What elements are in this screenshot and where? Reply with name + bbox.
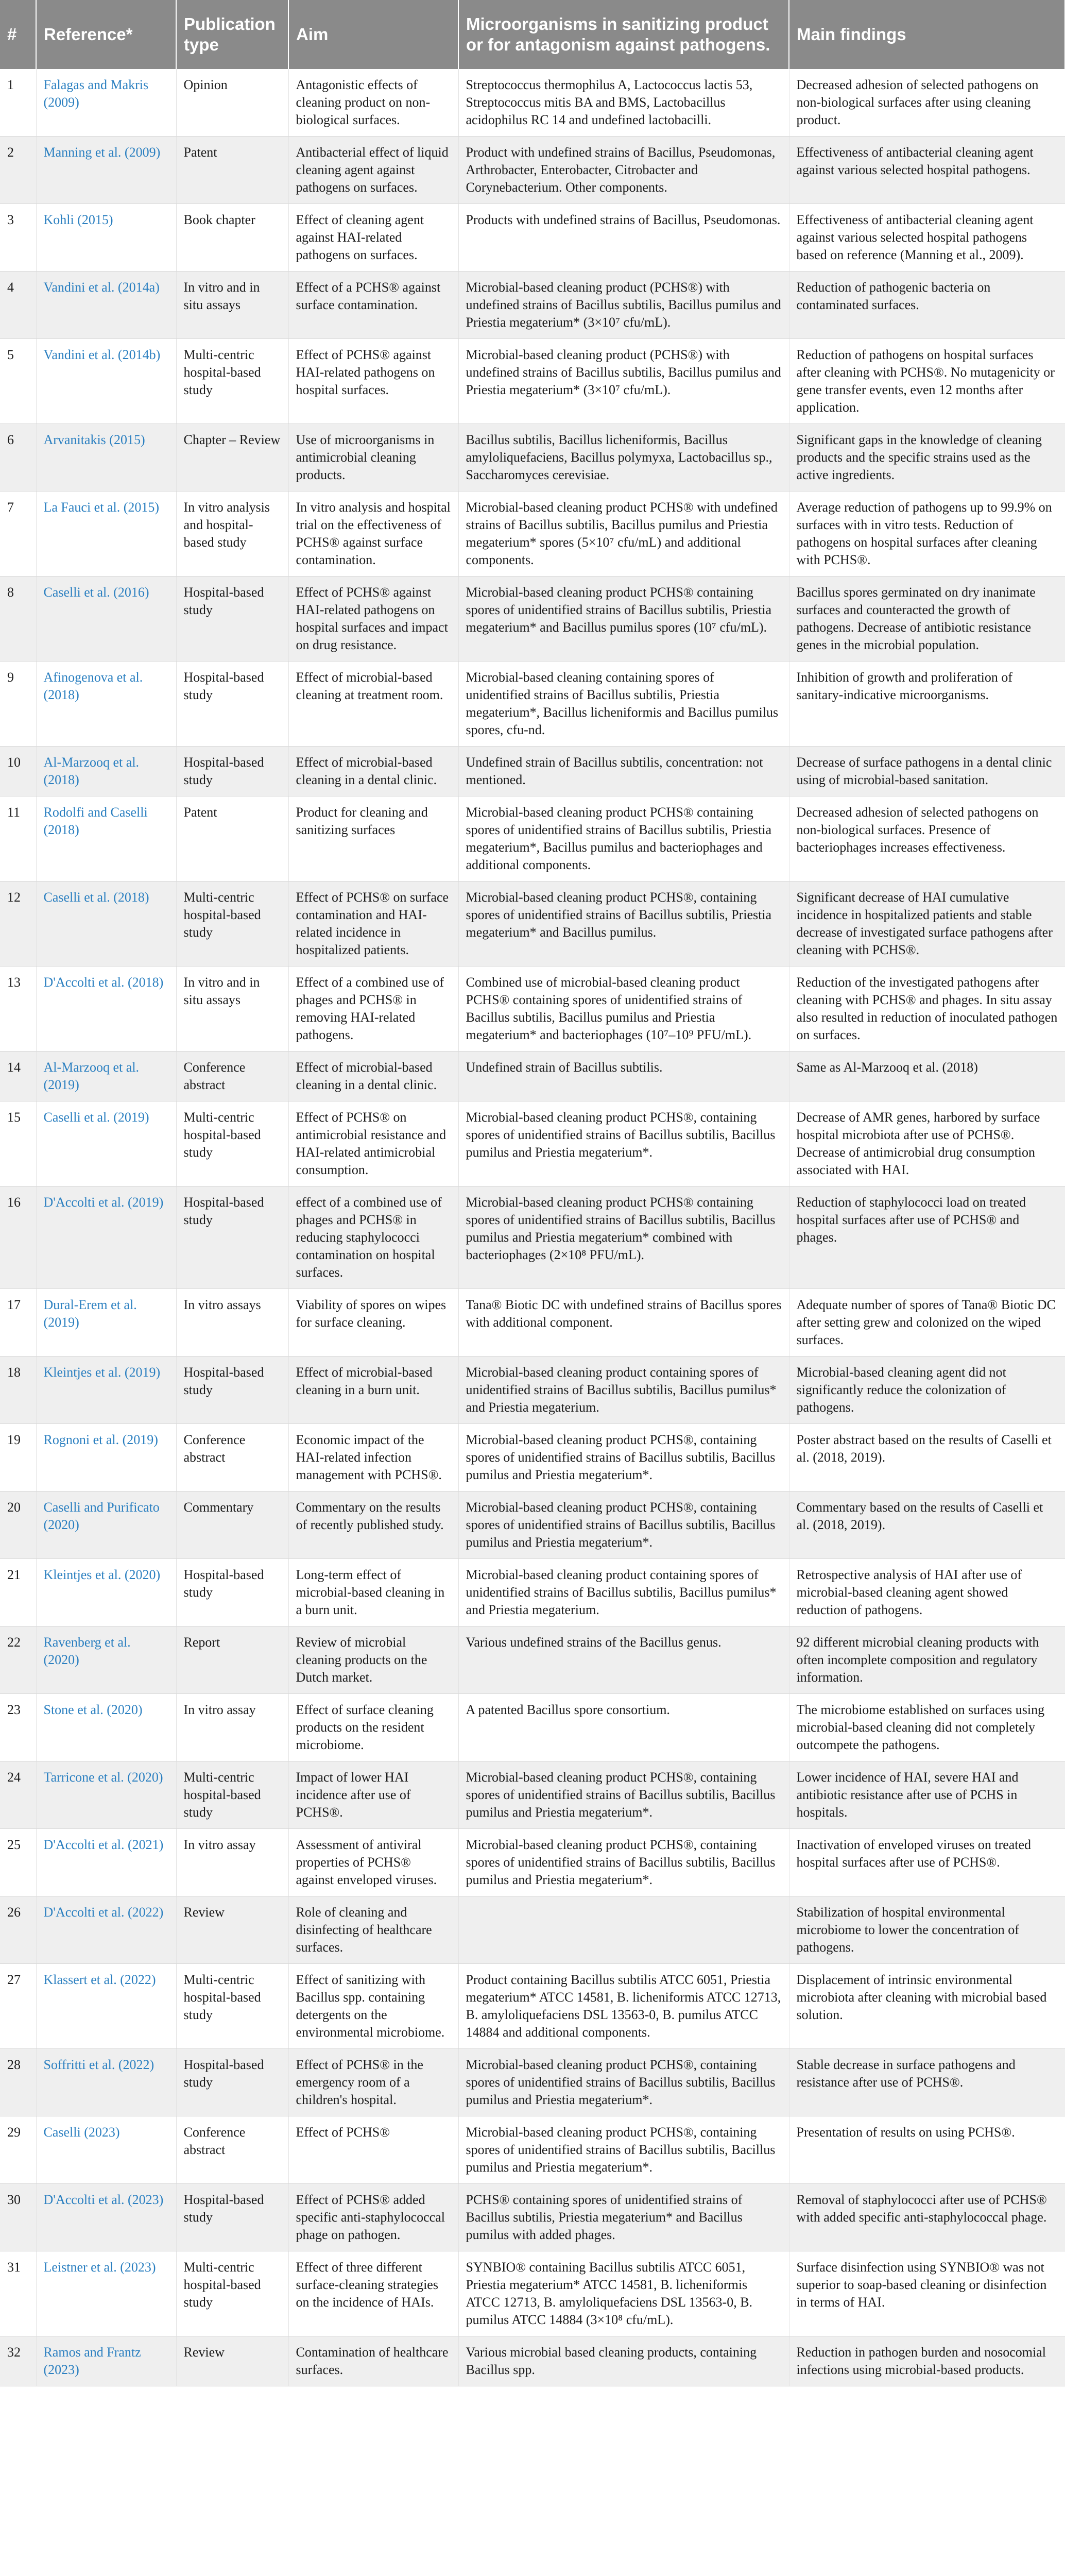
cell-reference[interactable]: Tarricone et al. (2020) xyxy=(36,1761,176,1829)
cell-publication-type: Hospital-based study xyxy=(176,577,288,662)
table-row xyxy=(0,2116,1065,2184)
cell-main-findings: The microbiome established on surfaces using microbial-based cleaning did not completely outcompete the pathogens. xyxy=(789,1694,1065,1761)
table-row xyxy=(0,1052,1065,1101)
cell-reference[interactable]: Caselli (2023) xyxy=(36,2116,176,2184)
cell-microorganisms: Microbial-based cleaning product PCHS®, containing spores of unidentified strains of Bacillus subtilis, Bacillus pumilus and Priestia megaterium*. xyxy=(458,1424,789,1492)
table-row xyxy=(0,1761,1065,1829)
cell-reference[interactable]: Kleintjes et al. (2019) xyxy=(36,1357,176,1424)
cell-row-number: 13 xyxy=(0,967,36,1052)
cell-aim: Impact of lower HAI incidence after use of PCHS®. xyxy=(288,1761,458,1829)
table-row xyxy=(0,1896,1065,1964)
cell-main-findings: Commentary based on the results of Caselli et al. (2018, 2019). xyxy=(789,1492,1065,1559)
cell-aim: In vitro analysis and hospital trial on the effectiveness of PCHS® against surface contamination. xyxy=(288,492,458,577)
cell-microorganisms: Product with undefined strains of Bacillus, Pseudomonas, Arthrobacter, Enterobacter, Citrobacter and Corynebacterium. Other components. xyxy=(458,137,789,204)
table-row xyxy=(0,662,1065,747)
cell-main-findings: 92 different microbial cleaning products with often incomplete composition and regulatory information. xyxy=(789,1626,1065,1694)
cell-aim: Effect of PCHS® in the emergency room of a children's hospital. xyxy=(288,2049,458,2116)
cell-row-number: 22 xyxy=(0,1626,36,1694)
cell-row-number: 9 xyxy=(0,662,36,747)
table-row xyxy=(0,1424,1065,1492)
cell-microorganisms: Microbial-based cleaning product PCHS®, containing spores of unidentified strains of Bacillus subtilis, Bacillus pumilus and Priestia megaterium*. xyxy=(458,2049,789,2116)
cell-reference[interactable]: Dural-Erem et al. (2019) xyxy=(36,1289,176,1357)
cell-aim: Effect of microbial-based cleaning in a burn unit. xyxy=(288,1357,458,1424)
cell-publication-type: Hospital-based study xyxy=(176,2049,288,2116)
table-body xyxy=(0,69,1065,2386)
cell-main-findings: Inhibition of growth and proliferation of sanitary-indicative microorganisms. xyxy=(789,662,1065,747)
header-aim: Aim xyxy=(288,0,458,69)
cell-microorganisms: Microbial-based cleaning product PCHS®, containing spores of unidentified strains of Bacillus subtilis, Bacillus pumilus and Priestia megaterium*. xyxy=(458,1101,789,1187)
cell-reference[interactable]: Kleintjes et al. (2020) xyxy=(36,1559,176,1626)
cell-reference[interactable]: D'Accolti et al. (2019) xyxy=(36,1187,176,1289)
cell-publication-type: In vitro and in situ assays xyxy=(176,967,288,1052)
cell-microorganisms: Microbial-based cleaning product PCHS®, containing spores of unidentified strains of Bacillus subtilis, Bacillus pumilus and Priestia megaterium*. xyxy=(458,1492,789,1559)
cell-publication-type: In vitro analysis and hospital-based study xyxy=(176,492,288,577)
cell-microorganisms: Products with undefined strains of Bacillus, Pseudomonas. xyxy=(458,204,789,272)
cell-aim: Effect of microbial-based cleaning in a dental clinic. xyxy=(288,1052,458,1101)
cell-main-findings: Reduction in pathogen burden and nosocomial infections using microbial-based products. xyxy=(789,2336,1065,2386)
cell-main-findings: Lower incidence of HAI, severe HAI and antibiotic resistance after use of PCHS in hospitals. xyxy=(789,1761,1065,1829)
cell-main-findings: Decrease of AMR genes, harbored by surface hospital microbiota after use of PCHS®. Decrease of antimicrobial drug consumption associated with HAI. xyxy=(789,1101,1065,1187)
cell-aim: Effect of three different surface-cleaning strategies on the incidence of HAIs. xyxy=(288,2251,458,2336)
cell-microorganisms: A patented Bacillus spore consortium. xyxy=(458,1694,789,1761)
cell-row-number: 12 xyxy=(0,882,36,967)
table-row xyxy=(0,1492,1065,1559)
cell-main-findings: Decreased adhesion of selected pathogens on non-biological surfaces. Presence of bacteriophages increases effectiveness. xyxy=(789,796,1065,882)
cell-publication-type: Chapter – Review xyxy=(176,424,288,492)
cell-publication-type: Hospital-based study xyxy=(176,747,288,796)
table-row xyxy=(0,2049,1065,2116)
cell-publication-type: Conference abstract xyxy=(176,2116,288,2184)
cell-reference[interactable]: Soffritti et al. (2022) xyxy=(36,2049,176,2116)
header-publication-type: Publication type xyxy=(176,0,288,69)
cell-aim: Long-term effect of microbial-based cleaning in a burn unit. xyxy=(288,1559,458,1626)
cell-row-number: 14 xyxy=(0,1052,36,1101)
cell-microorganisms: Microbial-based cleaning product containing spores of unidentified strains of Bacillus subtilis, Bacillus pumilus* and Priestia megaterium. xyxy=(458,1357,789,1424)
table-row xyxy=(0,492,1065,577)
cell-row-number: 1 xyxy=(0,69,36,137)
cell-row-number: 10 xyxy=(0,747,36,796)
cell-microorganisms: Various microbial based cleaning products, containing Bacillus spp. xyxy=(458,2336,789,2386)
cell-row-number: 8 xyxy=(0,577,36,662)
cell-microorganisms: SYNBIO® containing Bacillus subtilis ATCC 6051, Priestia megaterium* ATCC 14581, B. licheniformis ATCC 12713, B. amyloliquefaciens DSL 13563-0, B. pumilus ATCC 14884 (3×10⁸ cfu/mL). xyxy=(458,2251,789,2336)
cell-publication-type: Multi-centric hospital-based study xyxy=(176,1761,288,1829)
cell-row-number: 23 xyxy=(0,1694,36,1761)
cell-reference[interactable]: Al-Marzooq et al. (2019) xyxy=(36,1052,176,1101)
cell-reference[interactable]: Stone et al. (2020) xyxy=(36,1694,176,1761)
table-row xyxy=(0,1626,1065,1694)
cell-microorganisms: Product containing Bacillus subtilis ATCC 6051, Priestia megaterium* ATCC 14581, B. licheniformis ATCC 12713, B. amyloliquefaciens DSL 13563-0, B. pumilus ATCC 14884 and additional components. xyxy=(458,1964,789,2049)
cell-main-findings: Reduction of pathogens on hospital surfaces after cleaning with PCHS®. No mutagenicity or gene transfer events, even 12 months after application. xyxy=(789,339,1065,424)
cell-main-findings: Same as Al-Marzooq et al. (2018) xyxy=(789,1052,1065,1101)
cell-row-number: 6 xyxy=(0,424,36,492)
cell-row-number: 15 xyxy=(0,1101,36,1187)
cell-publication-type: In vitro assay xyxy=(176,1829,288,1896)
cell-publication-type: In vitro assays xyxy=(176,1289,288,1357)
cell-aim: Effect of PCHS® on antimicrobial resistance and HAI-related antimicrobial consumption. xyxy=(288,1101,458,1187)
cell-publication-type: In vitro and in situ assays xyxy=(176,272,288,339)
cell-microorganisms: Microbial-based cleaning containing spores of unidentified strains of Bacillus subtilis, Priestia megaterium*, Bacillus licheniformis and Bacillus pumilus spores, cfu-nd. xyxy=(458,662,789,747)
cell-row-number: 16 xyxy=(0,1187,36,1289)
table-row xyxy=(0,1187,1065,1289)
cell-row-number: 4 xyxy=(0,272,36,339)
table-row xyxy=(0,1559,1065,1626)
cell-row-number: 24 xyxy=(0,1761,36,1829)
table-row xyxy=(0,2184,1065,2251)
cell-aim: Contamination of healthcare surfaces. xyxy=(288,2336,458,2386)
cell-row-number: 32 xyxy=(0,2336,36,2386)
cell-row-number: 27 xyxy=(0,1964,36,2049)
cell-main-findings: Effectiveness of antibacterial cleaning agent against various selected hospital pathogens. xyxy=(789,137,1065,204)
cell-reference[interactable]: Caselli et al. (2016) xyxy=(36,577,176,662)
cell-reference[interactable]: Ramos and Frantz (2023) xyxy=(36,2336,176,2386)
table-row xyxy=(0,1357,1065,1424)
cell-main-findings: Displacement of intrinsic environmental microbiota after cleaning with microbial based solution. xyxy=(789,1964,1065,2049)
table-row xyxy=(0,1829,1065,1896)
cell-reference[interactable]: D'Accolti et al. (2023) xyxy=(36,2184,176,2251)
cell-aim: Effect of PCHS® xyxy=(288,2116,458,2184)
cell-aim: Antagonistic effects of cleaning product on non-biological surfaces. xyxy=(288,69,458,137)
cell-aim: Antibacterial effect of liquid cleaning agent against pathogens on surfaces. xyxy=(288,137,458,204)
cell-microorganisms: Various undefined strains of the Bacillus genus. xyxy=(458,1626,789,1694)
cell-microorganisms: Undefined strain of Bacillus subtilis, concentration: not mentioned. xyxy=(458,747,789,796)
cell-microorganisms: Tana® Biotic DC with undefined strains of Bacillus spores with additional component. xyxy=(458,1289,789,1357)
cell-reference[interactable]: Leistner et al. (2023) xyxy=(36,2251,176,2336)
cell-publication-type: Patent xyxy=(176,137,288,204)
cell-row-number: 25 xyxy=(0,1829,36,1896)
cell-main-findings: Surface disinfection using SYNBIO® was not superior to soap-based cleaning or disinfection in terms of HAI. xyxy=(789,2251,1065,2336)
cell-reference[interactable]: Ravenberg et al. (2020) xyxy=(36,1626,176,1694)
cell-main-findings: Reduction of the investigated pathogens after cleaning with PCHS® and phages. In situ assay also resulted in reduction of inoculated pathogen on surfaces. xyxy=(789,967,1065,1052)
cell-publication-type: Hospital-based study xyxy=(176,2184,288,2251)
cell-publication-type: Multi-centric hospital-based study xyxy=(176,1101,288,1187)
cell-publication-type: Conference abstract xyxy=(176,1424,288,1492)
cell-row-number: 19 xyxy=(0,1424,36,1492)
cell-main-findings: Stable decrease in surface pathogens and resistance after use of PCHS®. xyxy=(789,2049,1065,2116)
table-row xyxy=(0,272,1065,339)
cell-row-number: 20 xyxy=(0,1492,36,1559)
cell-aim: Use of microorganisms in antimicrobial cleaning products. xyxy=(288,424,458,492)
cell-row-number: 2 xyxy=(0,137,36,204)
cell-microorganisms: Streptococcus thermophilus A, Lactococcus lactis 53, Streptococcus mitis BA and BMS, Lactobacillus acidophilus RC 14 and undefined lactobacilli. xyxy=(458,69,789,137)
cell-row-number: 26 xyxy=(0,1896,36,1964)
cell-microorganisms: Bacillus subtilis, Bacillus licheniformis, Bacillus amyloliquefaciens, Bacillus polymyxa, Lactobacillus sp., Saccharomyces cerevisiae. xyxy=(458,424,789,492)
header-main-findings: Main findings xyxy=(789,0,1065,69)
cell-aim: Effect of PCHS® added specific anti-staphylococcal phage on pathogen. xyxy=(288,2184,458,2251)
cell-aim: Effect of surface cleaning products on the resident microbiome. xyxy=(288,1694,458,1761)
cell-publication-type: Book chapter xyxy=(176,204,288,272)
cell-aim: Assessment of antiviral properties of PCHS® against enveloped viruses. xyxy=(288,1829,458,1896)
cell-row-number: 21 xyxy=(0,1559,36,1626)
cell-aim: Commentary on the results of recently published study. xyxy=(288,1492,458,1559)
table-row xyxy=(0,882,1065,967)
cell-reference[interactable]: Kohli (2015) xyxy=(36,204,176,272)
cell-main-findings: Decreased adhesion of selected pathogens on non-biological surfaces after using cleaning product. xyxy=(789,69,1065,137)
cell-row-number: 5 xyxy=(0,339,36,424)
cell-publication-type: Multi-centric hospital-based study xyxy=(176,882,288,967)
cell-aim: Effect of a PCHS® against surface contamination. xyxy=(288,272,458,339)
cell-reference[interactable]: Rognoni et al. (2019) xyxy=(36,1424,176,1492)
cell-row-number: 28 xyxy=(0,2049,36,2116)
cell-reference[interactable]: La Fauci et al. (2015) xyxy=(36,492,176,577)
table-row xyxy=(0,1694,1065,1761)
cell-microorganisms: Microbial-based cleaning product (PCHS®) with undefined strains of Bacillus subtilis, Bacillus pumilus and Priestia megaterium* (3×10⁷ cfu/mL). xyxy=(458,339,789,424)
table-row xyxy=(0,424,1065,492)
cell-microorganisms: Microbial-based cleaning product (PCHS®) with undefined strains of Bacillus subtilis, Bacillus pumilus and Priestia megaterium* (3×10⁷ cfu/mL). xyxy=(458,272,789,339)
cell-row-number: 30 xyxy=(0,2184,36,2251)
cell-publication-type: Commentary xyxy=(176,1492,288,1559)
cell-reference[interactable]: D'Accolti et al. (2021) xyxy=(36,1829,176,1896)
cell-publication-type: Review xyxy=(176,2336,288,2386)
cell-reference[interactable]: Falagas and Makris (2009) xyxy=(36,69,176,137)
table-row xyxy=(0,1289,1065,1357)
cell-row-number: 29 xyxy=(0,2116,36,2184)
cell-publication-type: Hospital-based study xyxy=(176,1357,288,1424)
cell-reference[interactable]: Caselli et al. (2018) xyxy=(36,882,176,967)
cell-reference[interactable]: D'Accolti et al. (2018) xyxy=(36,967,176,1052)
cell-row-number: 3 xyxy=(0,204,36,272)
cell-aim: Effect of cleaning agent against HAI-related pathogens on surfaces. xyxy=(288,204,458,272)
table-row xyxy=(0,2251,1065,2336)
cell-publication-type: Report xyxy=(176,1626,288,1694)
cell-microorganisms: Undefined strain of Bacillus subtilis. xyxy=(458,1052,789,1101)
cell-aim: Effect of PCHS® against HAI-related pathogens on hospital surfaces and impact on drug resistance. xyxy=(288,577,458,662)
cell-reference[interactable]: Manning et al. (2009) xyxy=(36,137,176,204)
cell-main-findings: Stabilization of hospital environmental microbiome to lower the concentration of pathogens. xyxy=(789,1896,1065,1964)
table-row xyxy=(0,796,1065,882)
table-row xyxy=(0,204,1065,272)
cell-main-findings: Inactivation of enveloped viruses on treated hospital surfaces after use of PCHS®. xyxy=(789,1829,1065,1896)
cell-microorganisms xyxy=(458,1896,789,1964)
table-row xyxy=(0,1101,1065,1187)
table-row xyxy=(0,1964,1065,2049)
cell-main-findings: Significant decrease of HAI cumulative incidence in hospitalized patients and stable decrease of investigated surface pathogens after cleaning with PCHS®. xyxy=(789,882,1065,967)
cell-microorganisms: Microbial-based cleaning product PCHS®, containing spores of unidentified strains of Bacillus subtilis, Bacillus pumilus and Priestia megaterium*. xyxy=(458,1761,789,1829)
cell-aim: Review of microbial cleaning products on the Dutch market. xyxy=(288,1626,458,1694)
cell-main-findings: Reduction of pathogenic bacteria on contaminated surfaces. xyxy=(789,272,1065,339)
cell-microorganisms: Microbial-based cleaning product PCHS® containing spores of unidentified strains of Bacillus subtilis, Priestia megaterium* and Bacillus pumilus spores (10⁷ cfu/mL). xyxy=(458,577,789,662)
cell-aim: Role of cleaning and disinfecting of healthcare surfaces. xyxy=(288,1896,458,1964)
cell-main-findings: Significant gaps in the knowledge of cleaning products and the specific strains used as the active ingredients. xyxy=(789,424,1065,492)
cell-publication-type: In vitro assay xyxy=(176,1694,288,1761)
cell-publication-type: Patent xyxy=(176,796,288,882)
cell-microorganisms: Microbial-based cleaning product PCHS® containing spores of unidentified strains of Bacillus subtilis, Bacillus pumilus and Priestia megaterium* combined with bacteriophages (2×10⁸ PFU/mL). xyxy=(458,1187,789,1289)
cell-reference[interactable]: Arvanitakis (2015) xyxy=(36,424,176,492)
cell-reference[interactable]: Vandini et al. (2014b) xyxy=(36,339,176,424)
cell-microorganisms: Microbial-based cleaning product PCHS® with undefined strains of Bacillus subtilis, Bacillus pumilus and Priestia megaterium* spores (5×10⁷ cfu/mL) and additional components. xyxy=(458,492,789,577)
cell-row-number: 31 xyxy=(0,2251,36,2336)
cell-publication-type: Review xyxy=(176,1896,288,1964)
cell-main-findings: Removal of staphylococci after use of PCHS® with added specific anti-staphylococcal phage. xyxy=(789,2184,1065,2251)
cell-publication-type: Hospital-based study xyxy=(176,1559,288,1626)
cell-publication-type: Opinion xyxy=(176,69,288,137)
cell-microorganisms: PCHS® containing spores of unidentified strains of Bacillus subtilis, Priestia megaterium* and Bacillus pumilus with added phages. xyxy=(458,2184,789,2251)
cell-publication-type: Hospital-based study xyxy=(176,662,288,747)
header-row xyxy=(0,0,1065,69)
cell-main-findings: Bacillus spores germinated on dry inanimate surfaces and counteracted the growth of pathogens. Decrease of antibiotic resistance genes in the microbial population. xyxy=(789,577,1065,662)
cell-microorganisms: Microbial-based cleaning product PCHS®, containing spores of unidentified strains of Bacillus subtilis, Bacillus pumilus and Priestia megaterium*. xyxy=(458,1829,789,1896)
cell-aim: Effect of PCHS® against HAI-related pathogens on hospital surfaces. xyxy=(288,339,458,424)
cell-microorganisms: Combined use of microbial-based cleaning product PCHS® containing spores of unidentified strains of Bacillus subtilis, Bacillus pumilus and Priestia megaterium* and bacteriophages (10⁷–10⁹ PFU/mL). xyxy=(458,967,789,1052)
table-row xyxy=(0,137,1065,204)
cell-main-findings: Average reduction of pathogens up to 99.9% on surfaces with in vitro tests. Reduction of pathogens on hospital surfaces after cleaning with PCHS®. xyxy=(789,492,1065,577)
header-microorganisms: Microorganisms in sanitizing product or for antagonism against pathogens. xyxy=(458,0,789,69)
header-number: # xyxy=(0,0,36,69)
table-row xyxy=(0,747,1065,796)
cell-reference[interactable]: Klassert et al. (2022) xyxy=(36,1964,176,2049)
cell-aim: Economic impact of the HAI-related infection management with PCHS®. xyxy=(288,1424,458,1492)
cell-publication-type: Hospital-based study xyxy=(176,1187,288,1289)
table-row xyxy=(0,967,1065,1052)
cell-reference[interactable]: Afinogenova et al. (2018) xyxy=(36,662,176,747)
cell-main-findings: Decrease of surface pathogens in a dental clinic using of microbial-based sanitation. xyxy=(789,747,1065,796)
cell-aim: Effect of sanitizing with Bacillus spp. containing detergents on the environmental microbiome. xyxy=(288,1964,458,2049)
cell-aim: Product for cleaning and sanitizing surfaces xyxy=(288,796,458,882)
cell-main-findings: Effectiveness of antibacterial cleaning agent against various selected hospital pathogens based on reference (Manning et al., 2009). xyxy=(789,204,1065,272)
cell-main-findings: Retrospective analysis of HAI after use of microbial-based cleaning agent showed reduction of pathogens. xyxy=(789,1559,1065,1626)
cell-row-number: 7 xyxy=(0,492,36,577)
cell-main-findings: Adequate number of spores of Tana® Biotic DC after setting grew and colonized on the wiped surfaces. xyxy=(789,1289,1065,1357)
cell-reference[interactable]: D'Accolti et al. (2022) xyxy=(36,1896,176,1964)
cell-microorganisms: Microbial-based cleaning product PCHS®, containing spores of unidentified strains of Bacillus subtilis, Bacillus pumilus and Priestia megaterium*. xyxy=(458,2116,789,2184)
cell-aim: Viability of spores on wipes for surface cleaning. xyxy=(288,1289,458,1357)
cell-publication-type: Multi-centric hospital-based study xyxy=(176,1964,288,2049)
table-row xyxy=(0,2336,1065,2386)
cell-reference[interactable]: Al-Marzooq et al. (2018) xyxy=(36,747,176,796)
cell-aim: Effect of microbial-based cleaning at treatment room. xyxy=(288,662,458,747)
cell-publication-type: Multi-centric hospital-based study xyxy=(176,2251,288,2336)
cell-row-number: 18 xyxy=(0,1357,36,1424)
cell-aim: Effect of microbial-based cleaning in a dental clinic. xyxy=(288,747,458,796)
cell-microorganisms: Microbial-based cleaning product PCHS®, containing spores of unidentified strains of Bacillus subtilis, Priestia megaterium* and Bacillus pumilus. xyxy=(458,882,789,967)
cell-aim: Effect of a combined use of phages and PCHS® in removing HAI-related pathogens. xyxy=(288,967,458,1052)
cell-microorganisms: Microbial-based cleaning product containing spores of unidentified strains of Bacillus subtilis, Bacillus pumilus* and Priestia megaterium. xyxy=(458,1559,789,1626)
header-reference: Reference* xyxy=(36,0,176,69)
table-row xyxy=(0,339,1065,424)
cell-publication-type: Multi-centric hospital-based study xyxy=(176,339,288,424)
cell-row-number: 17 xyxy=(0,1289,36,1357)
cell-main-findings: Microbial-based cleaning agent did not significantly reduce the colonization of pathogens. xyxy=(789,1357,1065,1424)
cell-row-number: 11 xyxy=(0,796,36,882)
cell-aim: effect of a combined use of phages and PCHS® in reducing staphylococci contamination on hospital surfaces. xyxy=(288,1187,458,1289)
cell-reference[interactable]: Vandini et al. (2014a) xyxy=(36,272,176,339)
cell-main-findings: Reduction of staphylococci load on treated hospital surfaces after use of PCHS® and phages. xyxy=(789,1187,1065,1289)
cell-aim: Effect of PCHS® on surface contamination and HAI-related incidence in hospitalized patients. xyxy=(288,882,458,967)
table-row xyxy=(0,69,1065,137)
cell-publication-type: Conference abstract xyxy=(176,1052,288,1101)
cell-microorganisms: Microbial-based cleaning product PCHS® containing spores of unidentified strains of Bacillus subtilis, Priestia megaterium*, Bacillus pumilus and bacteriophages and additional components. xyxy=(458,796,789,882)
cell-reference[interactable]: Caselli et al. (2019) xyxy=(36,1101,176,1187)
cell-reference[interactable]: Caselli and Purificato (2020) xyxy=(36,1492,176,1559)
cell-reference[interactable]: Rodolfi and Caselli (2018) xyxy=(36,796,176,882)
cell-main-findings: Poster abstract based on the results of Caselli et al. (2018, 2019). xyxy=(789,1424,1065,1492)
cell-main-findings: Presentation of results on using PCHS®. xyxy=(789,2116,1065,2184)
table-row xyxy=(0,577,1065,662)
